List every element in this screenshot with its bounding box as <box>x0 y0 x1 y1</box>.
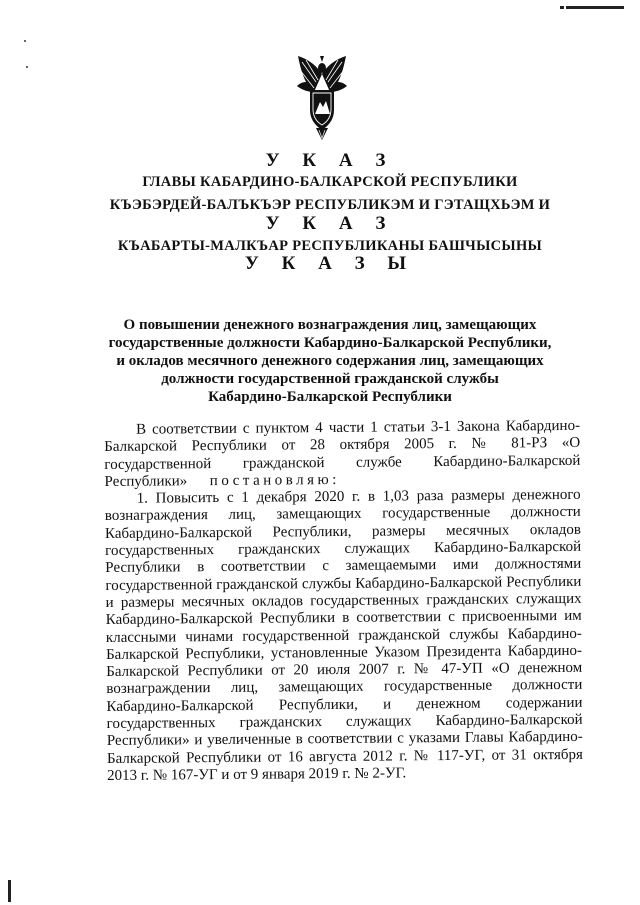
heading-ukaz-ru: У К А З <box>265 150 395 171</box>
heading-kbd-line: КЪЭБЭРДЕЙ-БАЛЪКЪЭР РЕСПУБЛИКЭМ И ГЭТАЩХЬЭМ И <box>109 197 551 213</box>
heading-krc-line: КЪАБАРТЫ-МАЛКЪАР РЕСПУБЛИКАНЫ БАШЧЫСЫНЫ <box>117 238 543 254</box>
decree-title-line: и окладов месячного денежного содержания лиц, замещающих <box>116 353 544 369</box>
decree-title-line: О повышении денежного вознаграждения лиц, замещающих <box>123 317 537 333</box>
decree-title-line: должности государственной гражданской службы <box>161 371 499 387</box>
decree-title-line: Кабардино-Балкарской Республики <box>208 389 452 405</box>
heading-glava-ru: ГЛАВЫ КАБАРДИНО-БАЛКАРСКОЙ РЕСПУБЛИКИ <box>142 174 518 190</box>
decree-word: постановляю: <box>209 471 340 489</box>
scan-speck <box>26 66 28 68</box>
preamble-text: В соответствии с пунктом 4 части 1 статьи 3-1 Закона Кабардино-Балкарской Республики от 28 октября 2005 г. № 81-РЗ «О государственной гражданской службе Кабардино-Балкарской Республики» <box>104 417 581 490</box>
scan-speck <box>24 40 26 42</box>
scan-mark-top-small <box>560 6 564 9</box>
preamble-paragraph <box>104 418 581 491</box>
heading-ukaz-kbd: У К А З <box>265 213 395 234</box>
decree-body <box>104 418 583 785</box>
item-1-paragraph: 1. Повысить с 1 декабря 2020 г. в 1,03 раза размеры денежного вознаграждения лиц, замещающих государственные должности Кабардино-Балкарской Республики, размеры месячных окладов государственных гражданских служащих Кабардино-Балкарской Республики в соответствии с замещаемыми ими должностями государственной гражданской службы Кабардино-Балкарской Республики и размеры месячных окладов государственных гражданских служащих Кабардино-Балкарской Республики в соответствии с присвоенными им классными чинами государственной гражданской службы Кабардино-Балкарской Республики, установленные Указом Президента Кабардино-Балкарской Республики от 20 июля 2007 г. № 47-УП «О денежном вознаграждении лиц, замещающих государственные должности Кабардино-Балкарской Республики, и денежном содержании государственных гражданских служащих Кабардино-Балкарской Республики» и увеличенные в соответствии с указами Главы Кабардино-Балкарской Республики от 16 августа 2012 г. № 117-УГ, от 31 октября 2013 г. № 167-УГ и от 9 января 2019 г. № 2-УГ. <box>104 487 583 784</box>
heading-ukaz-krc: У К А З Ы <box>244 253 416 274</box>
coat-of-arms-emblem-icon <box>296 52 348 140</box>
scan-mark-top <box>566 6 624 9</box>
decree-title-line: государственные должности Кабардино-Балкарской Республики, <box>108 335 552 351</box>
scan-mark-left <box>8 880 11 902</box>
decree-title <box>100 316 560 406</box>
